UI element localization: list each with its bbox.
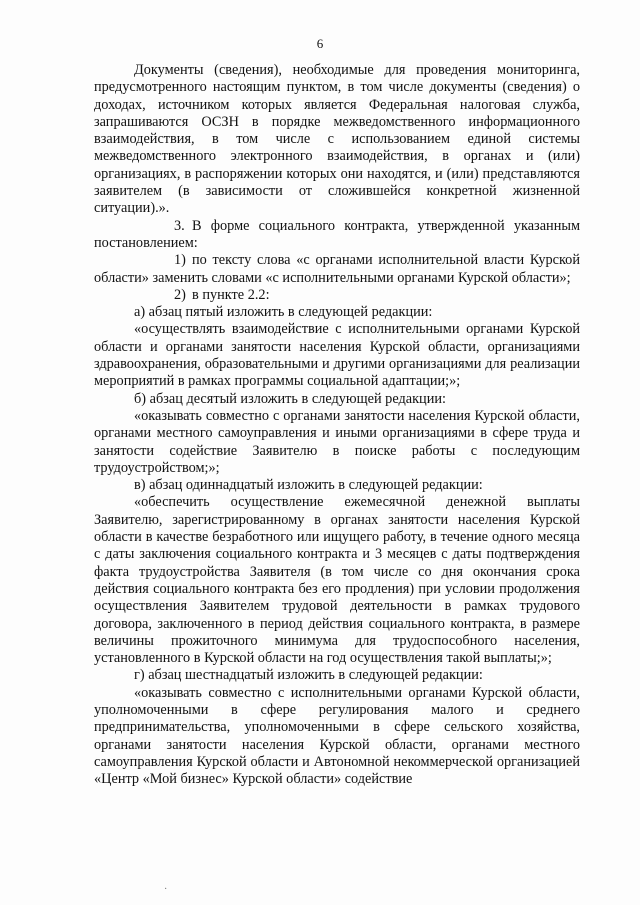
scan-mark: · [164,884,168,895]
item-number: 2) [174,286,186,303]
paragraph-subitem-1 [94,252,580,287]
document-body [94,62,580,788]
item-number: 3. [174,217,185,234]
paragraph-v-heading: в) абзац одиннадцатый изложить в следующей редакции: [134,477,483,494]
paragraph-g-text: «оказывать совместно с исполнительными органами Курской области, уполномоченными в сфере регулирования малого и среднего предпринимательства, уполномоченными в сфере сельского хозяйства, органами занятости населения Курской области, органами местного самоуправления Курской области и Автономной некоммерческой организацией «Центр «Мой бизнес» Курской области» содействие [94,684,580,788]
paragraph-monitoring-documents: Документы (сведения), необходимые для проведения мониторинга, предусмотренного настоящим пунктом, в том числе документы (сведения) о доходах, источником которых является Федеральная налоговая служба, запрашиваются ОСЗН в порядке межведомственного информационного взаимодействия, в том числе с использованием единой системы межведомственного электронного взаимодействия, в органах и (или) организациях, в распоряжении которых они находятся, и (или) представляются заявителем (в зависимости от сложившейся конкретной жизненной ситуации).». [94,62,580,217]
paragraph-subitem-2 [94,287,580,304]
item-text: по тексту слова «с органами исполнительной власти Курской области» заменить словами «с исполнительными органами Курской области»; [94,252,580,286]
item-number: 1) [174,252,186,269]
paragraph-g-heading: г) абзац шестнадцатый изложить в следующей редакции: [134,667,483,684]
page-number: 6 [316,36,324,51]
paragraph-b-heading: б) абзац десятый изложить в следующей редакции: [134,390,446,407]
paragraph-item-3 [94,218,580,253]
item-text: в пункте 2.2: [192,286,270,303]
item-text: В форме социального контракта, утвержденной указанным постановлением: [94,217,580,251]
paragraph-a-text: «осуществлять взаимодействие с исполнительными органами Курской области и органами занятости населения Курской области, организациями здравоохранения, образовательными и другими организациями для реализации мероприятий в рамках программы социальной адаптации;»; [94,321,580,390]
paragraph-v-text: «обеспечить осуществление ежемесячной денежной выплаты Заявителю, зарегистрированному в органах занятости населения Курской области в качестве безработного или ищущего работу, в течение одного месяца с даты заключения социального контракта и 3 месяцев с даты подтверждения факта трудоустройства Заявителя (в том числе со дня окончания срока действия социального контракта без его продления) при условии продолжения осуществления Заявителем трудовой деятельности в рамках трудового договора, заключенного в период действия социального контракта, в размере величины прожиточного минимума для трудоспособного населения, установленного в Курской области на год осуществления такой выплаты;»; [94,494,580,667]
paragraph-a-heading: а) абзац пятый изложить в следующей редакции: [134,304,433,321]
paragraph-b-text: «оказывать совместно с органами занятости населения Курской области, органами местного самоуправления и иными организациями в сфере труда и занятости содействие Заявителю в поиске работы с последующим трудоустройством;»; [94,407,580,476]
